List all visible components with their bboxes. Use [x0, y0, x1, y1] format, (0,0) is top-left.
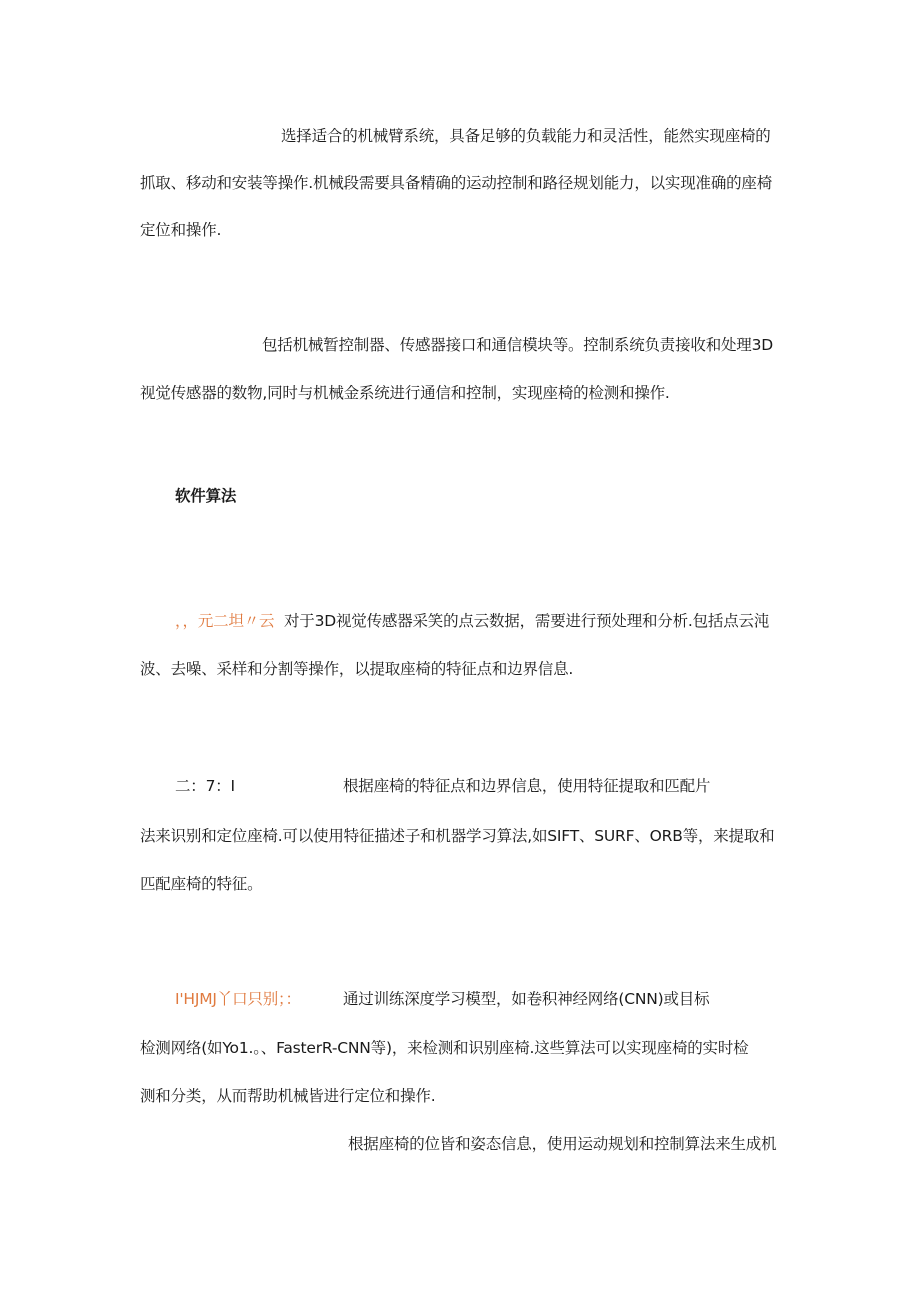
paragraph-3-line-1: 对于3D视觉传感器采笑的点云数据，需要进行预处理和分析.包括点云沌 [284, 612, 770, 630]
paragraph-3-garbled-prefix: ，，元二坦〃云 [175, 612, 275, 630]
paragraph-4-line-2: 法来识别和定位座椅.可以使用特征描述子和机器学习算法,如SIFT、SURF、ORB等，来提取和 [140, 827, 775, 845]
paragraph-5-line-2: 检测网络(如Yo1.。、FasterR-CNN等)，来检测和识别座椅.这些算法可以实现座椅的实时检 [140, 1039, 749, 1057]
paragraph-6-line-1: 根据座椅的位皆和姿态信息，使用运动规划和控制算法来生成机 [348, 1135, 777, 1153]
paragraph-2-line-1: 包括机械暂控制器、传感器接口和通信模块等。控制系统负责接收和处理3D [262, 336, 773, 354]
paragraph-2-line-2: 视觉传感器的数物,同时与机械金系统进行通信和控制，实现座椅的检测和操作. [140, 384, 670, 402]
paragraph-5-line-1: 通过训练深度学习模型，如卷积神经网络(CNN)或目标 [343, 990, 710, 1008]
paragraph-1-line-2: 抓取、移动和安装等操作.机械段需要具备精确的运动控制和路径规划能力，以实现准确的座椅 [140, 174, 773, 192]
paragraph-4-line-1: 根据座椅的特征点和边界信息，使用特征提取和匹配片 [343, 777, 711, 795]
paragraph-1-line-3: 定位和操作. [140, 221, 222, 239]
section-heading: 软件算法 [175, 487, 237, 505]
paragraph-4-line-3: 匹配座椅的特征。 [140, 875, 263, 893]
paragraph-1-line-1: 选择适合的机械臂系统，具备足够的负载能力和灵活性，能然实现座椅的 [281, 127, 771, 145]
paragraph-5-garbled-prefix: I'HJMJ丫口只别；： [175, 990, 301, 1008]
paragraph-3-line-2: 波、去噪、采样和分割等操作，以提取座椅的特征点和边界信息. [140, 660, 574, 678]
paragraph-4-garbled-prefix: 二：7：I [175, 777, 235, 795]
paragraph-5-line-3: 测和分类，从而帮助机械皆进行定位和操作. [140, 1087, 436, 1105]
